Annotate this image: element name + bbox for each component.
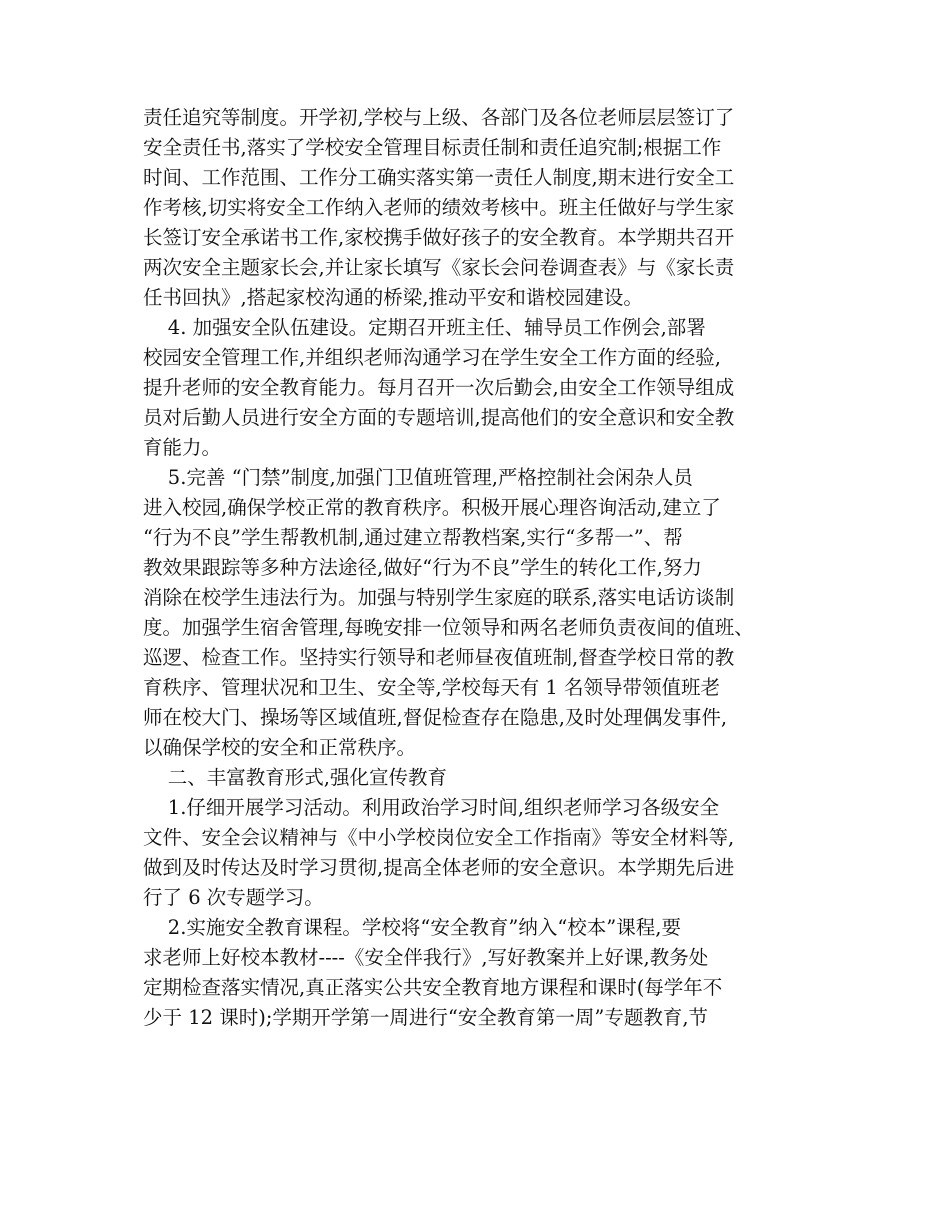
text-line: 育秩序、管理状况和卫生、安全等,学校每天有 1 名领导带领值班老 — [143, 676, 721, 699]
text-line: 作考核,切实将安全工作纳入老师的绩效考核中。班主任做好与学生家 — [143, 196, 735, 219]
text-line: 定期检查落实情况,真正落实公共安全教育地方课程和课时(每学年不 — [143, 976, 723, 999]
text-line: 1.仔细开展学习活动。利用政治学习时间,组织老师学习各级安全 — [143, 796, 720, 819]
text-line: 提升老师的安全教育能力。每月召开一次后勤会,由安全工作领导组成 — [143, 376, 735, 399]
text-line: 师在校大门、操场等区域值班,督促检查存在隐患,及时处理偶发事件, — [143, 706, 728, 729]
text-line: 进入校园,确保学校正常的教育秩序。积极开展心理咨询活动,建立了 — [143, 496, 721, 519]
text-line: 员对后勤人员进行安全方面的专题培训,提高他们的安全意识和安全教 — [143, 406, 735, 429]
text-line: 求老师上好校本教材----《安全伴我行》,写好教案并上好课,教务处 — [143, 946, 709, 969]
text-line: 育能力。 — [143, 436, 222, 459]
text-line: 校园安全管理工作,并组织老师沟通学习在学生安全工作方面的经验, — [143, 346, 721, 369]
text-line: 时间、工作范围、工作分工确实落实第一责任人制度,期末进行安全工 — [143, 166, 735, 189]
text-line: 长签订安全承诺书工作,家校携手做好孩子的安全教育。本学期共召开 — [143, 226, 735, 249]
text-line: 2.实施安全教育课程。学校将“安全教育”纳入“校本”课程,要 — [143, 916, 681, 939]
text-line: 两次安全主题家长会,并让家长填写《家长会问卷调查表》与《家长责 — [143, 256, 735, 279]
text-line: 4. 加强安全队伍建设。定期召开班主任、辅导员工作例会,部署 — [143, 316, 706, 339]
text-line: 文件、安全会议精神与《中小学校岗位安全工作指南》等安全材料等, — [143, 826, 735, 849]
text-line: 安全责任书,落实了学校安全管理目标责任制和责任追究制;根据工作 — [143, 136, 722, 159]
text-line: 行了 6 次专题学习。 — [143, 886, 324, 909]
section-heading: 二、丰富教育形式,强化宣传教育 — [143, 766, 447, 789]
text-line: 巡逻、检查工作。坚持实行领导和老师昼夜值班制,督查学校日常的教 — [143, 646, 735, 669]
text-line: 以确保学校的安全和正常秩序。 — [143, 736, 417, 759]
document-body — [143, 103, 823, 1033]
text-line: 任书回执》,搭起家校沟通的桥梁,推动平安和谐校园建设。 — [143, 286, 643, 309]
text-line: 5.完善 “门禁”制度,加强门卫值班管理,严格控制社会闲杂人员 — [143, 466, 693, 489]
text-line: 责任追究等制度。开学初,学校与上级、各部门及各位老师层层签订了 — [143, 106, 735, 129]
text-line: 教效果跟踪等多种方法途径,做好“行为不良”学生的转化工作,努力 — [143, 556, 702, 579]
text-line: 度。加强学生宿舍管理,每晚安排一位领导和两名老师负责夜间的值班、 — [143, 616, 754, 639]
text-line: 少于 12 课时);学期开学第一周进行“安全教育第一周”专题教育,节 — [143, 1006, 709, 1029]
text-line: “行为不良”学生帮教机制,通过建立帮教档案,实行“多帮一”、帮 — [143, 526, 683, 549]
text-line: 消除在校学生违法行为。加强与特别学生家庭的联系,落实电话访谈制 — [143, 586, 735, 609]
text-line: 做到及时传达及时学习贯彻,提高全体老师的安全意识。本学期先后进 — [143, 856, 735, 879]
